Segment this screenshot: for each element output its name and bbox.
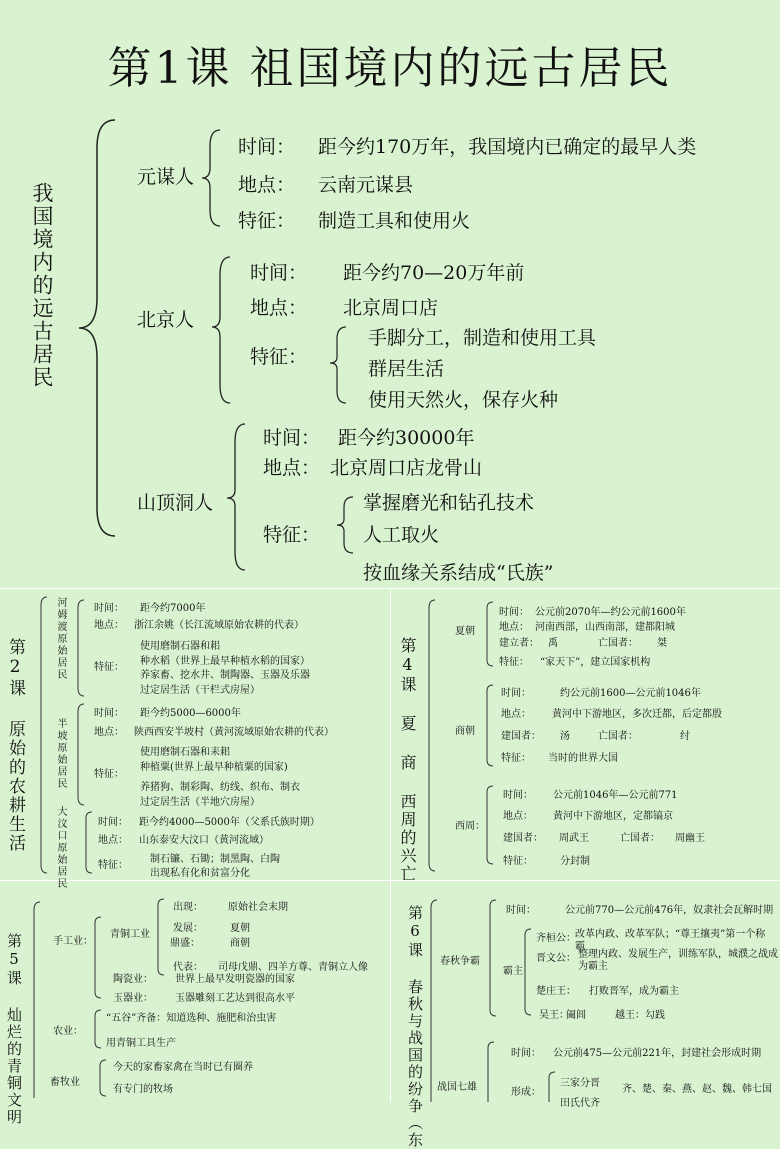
dawenkou-feature-1: 制石镰、石锄；制黑陶、白陶 — [150, 854, 280, 865]
beijing-feature-3: 使用天然火，保存火种 — [368, 389, 559, 411]
ceramic-key: 陶瓷业： — [113, 974, 153, 985]
agriculture-brace — [92, 1008, 104, 1050]
shanding-label: 山顶洞人 — [137, 492, 214, 514]
bronze-origin-key: 出现： — [173, 902, 203, 913]
agriculture-item-1: “五谷”齐备：知道选种、施肥和治虫害 — [106, 1013, 277, 1024]
shang-brace — [484, 683, 496, 768]
yuanmou-time-key: 时间： — [238, 136, 296, 158]
ceramic-value: 世界上最早发明瓷器的国家 — [175, 974, 295, 985]
chunqiu-time-value: 公元前770—公元前476年，奴隶社会瓦解时期 — [565, 905, 774, 916]
xizhou-loser-value: 周幽王 — [675, 833, 705, 844]
formation-item-2: 田氏代齐 — [560, 1098, 600, 1109]
dawenkou-brace — [82, 810, 96, 875]
xizhou-trait-key: 特征： — [503, 856, 533, 867]
shang-place-key: 地点： — [501, 709, 531, 720]
bronze-rep-key: 代表： — [173, 962, 203, 973]
huangong-value: 改革内政、改革军队；“尊王攘夷”第一个称霸 — [575, 929, 766, 952]
xizhou-label: 西周： — [455, 821, 485, 832]
xizhou-trait-value: 分封制 — [560, 856, 590, 867]
hemudu-time-value: 距今约7000年 — [140, 603, 206, 614]
shang-loser-value: 纣 — [680, 731, 690, 742]
lesson4-title: 第4课 夏 商 西周的兴亡 — [398, 637, 417, 883]
banpo-feature-1: 使用磨制石器和耒耜 — [140, 747, 230, 758]
shang-label: 商朝 — [455, 726, 475, 737]
banpo-feature-3: 养猪狗、制彩陶、纺线、织布、制衣 — [140, 782, 300, 793]
banpo-feature-key: 特征： — [94, 769, 124, 780]
husbandry-label: 畜牧业 — [50, 1077, 80, 1088]
jade-key: 玉器业： — [113, 993, 153, 1004]
yuanmou-brace — [200, 128, 225, 228]
bronze-label: 青铜工业 — [110, 929, 150, 940]
beijing-feature-key: 特征： — [250, 346, 308, 368]
hemudu-feature-key: 特征： — [94, 662, 124, 673]
shang-time-key: 时间： — [501, 688, 531, 699]
xizhou-founder-value: 周武王 — [559, 833, 589, 844]
zhanguo-time-value: 公元前475—公元前221年，封建社会形成时期 — [553, 1048, 762, 1059]
xia-time-value: 公元前2070年—约公元前1600年 — [535, 607, 686, 618]
banpo-place-value: 陕西西安半坡村（黄河流域原始农耕的代表） — [134, 727, 334, 738]
formation-item-1: 三家分晋 — [560, 1078, 600, 1089]
xia-time-key: 时间： — [499, 607, 529, 618]
zhanguo-brace — [485, 1040, 497, 1102]
xia-label: 夏朝 — [455, 626, 475, 637]
lesson4-brace — [425, 598, 439, 873]
lesson5-brace — [30, 900, 44, 1100]
zhuangwang-value: 打败晋军，成为霸主 — [589, 986, 679, 997]
xizhou-place-key: 地点： — [503, 811, 533, 822]
page-title: 第1课 祖国境内的远古居民 — [107, 43, 673, 94]
hegemon-brace — [522, 927, 534, 1017]
shang-founder-value: 汤 — [560, 731, 570, 742]
shanding-feature-2: 人工取火 — [363, 524, 440, 546]
hemudu-brace — [74, 598, 88, 698]
bronze-peak-value: 商朝 — [230, 938, 250, 949]
shanding-feature-3: 按血缘关系结成“氏族” — [363, 562, 554, 584]
shang-loser-key: 亡国者： — [598, 731, 638, 742]
handicraft-brace — [92, 915, 104, 1000]
shanding-time-value: 距今约30000年 — [338, 427, 475, 449]
wengong-key: 晋文公： — [536, 953, 576, 964]
shang-time-value: 约公元前1600—公元前1046年 — [560, 688, 701, 699]
huangong-key: 齐桓公： — [536, 933, 576, 944]
banpo-place-key: 地点： — [94, 727, 124, 738]
shanding-feature-key: 特征： — [263, 524, 321, 546]
shang-trait-value: 当时的世界大国 — [548, 753, 618, 764]
shanding-brace — [225, 422, 250, 572]
xia-trait-value: “家天下”，建立国家机构 — [540, 657, 651, 668]
yuanmou-feature-key: 特征： — [238, 210, 296, 232]
xia-loser-key: 亡国者： — [598, 638, 638, 649]
dawenkou-feature-key: 特征： — [98, 860, 128, 871]
bronze-peak-key: 鼎盛： — [170, 938, 200, 949]
hemudu-time-key: 时间： — [94, 603, 124, 614]
banpo-brace — [74, 702, 88, 807]
hemudu-label: 河姆渡原始居民 — [55, 597, 66, 681]
xizhou-founder-key: 建国者： — [503, 833, 543, 844]
xia-place-value: 河南西部，山西南部，建都阳城 — [535, 622, 675, 633]
beijing-place-value: 北京周口店 — [343, 297, 439, 319]
beijing-brace — [210, 255, 235, 405]
banpo-feature-2: 种植粟(世界上最早种植粟的国家) — [140, 762, 288, 773]
beijing-label: 北京人 — [137, 309, 195, 331]
hemudu-place-key: 地点： — [94, 620, 124, 631]
zhanguo-time-key: 时间： — [511, 1048, 541, 1059]
lesson5-title: 第5课 灿烂的青铜文明 — [5, 933, 23, 1126]
husbandry-item-1: 今天的家畜家禽在当时已有圈养 — [113, 1062, 253, 1073]
bronze-brace — [155, 897, 167, 977]
seven-states: 齐、楚、秦、燕、赵、魏、韩七国 — [622, 1084, 772, 1095]
banpo-time-value: 距今约5000—6000年 — [140, 708, 241, 719]
beijing-feature-1: 手脚分工，制造和使用工具 — [368, 327, 597, 349]
yuewang-key: 越王： — [615, 1010, 645, 1021]
shanding-place-value: 北京周口店龙骨山 — [330, 457, 483, 479]
shanding-feature-1: 掌握磨光和钻孔技术 — [363, 492, 535, 514]
xizhou-time-key: 时间： — [503, 790, 533, 801]
lesson6-brace — [427, 898, 441, 1102]
formation-brace — [546, 1070, 558, 1102]
hemudu-feature-2: 种水稻（世界上最早种植水稻的国家） — [140, 656, 310, 667]
yuanmou-feature-value: 制造工具和使用火 — [318, 210, 471, 232]
yuanmou-place-value: 云南元谋县 — [318, 174, 414, 196]
lesson6-title: 第6课 春秋与战国的纷争（东 — [406, 905, 424, 1149]
xizhou-place-value: 黄河中下游地区，定都镐京 — [553, 811, 673, 822]
yuanmou-time-value: 距今约170万年，我国境内已确定的最早人类 — [318, 136, 697, 158]
xizhou-time-value: 公元前1046年—公元前771 — [553, 790, 678, 801]
lesson2-title: 第2课 原始的农耕生活 — [5, 638, 25, 853]
beijing-feature-2: 群居生活 — [368, 358, 445, 380]
chunqiu-time-key: 时间： — [506, 905, 536, 916]
xia-loser-value: 桀 — [657, 638, 667, 649]
shang-founder-key: 建国者： — [501, 731, 541, 742]
xia-place-key: 地点： — [499, 622, 529, 633]
xizhou-brace — [484, 784, 496, 866]
lesson2-brace — [37, 595, 51, 875]
xia-trait-key: 特征： — [499, 657, 529, 668]
beijing-place-key: 地点： — [250, 297, 308, 319]
shang-place-value: 黄河中下游地区，多次迁都，后定都殷 — [552, 709, 722, 720]
shang-trait-key: 特征： — [501, 753, 531, 764]
wengong-value: 整理内政、发展生产，训练军队，城濮之战成为霸主 — [578, 949, 778, 972]
dawenkou-label: 大汶口原始居民 — [55, 806, 66, 890]
banpo-feature-4: 过定居生活（半地穴房屋） — [140, 797, 260, 808]
xia-founder-value: 禹 — [548, 638, 558, 649]
agriculture-item-2: 用青铜工具生产 — [106, 1038, 176, 1049]
dawenkou-time-value: 距今约4000—5000年（父系氏族时期） — [139, 817, 320, 828]
hemudu-place-value: 浙江余姚（长江流域原始农耕的代表） — [134, 620, 304, 631]
bronze-rep-value: 司母戊鼎、四羊方尊、青铜立人像 — [218, 962, 368, 973]
hegemon-label: 霸主 — [503, 966, 523, 977]
lesson1-root: 我国境内的远古居民 — [30, 182, 54, 389]
hemudu-feature-4: 过定居生活（干栏式房屋） — [140, 685, 260, 696]
dawenkou-place-value: 山东泰安大汶口（黄河流域） — [139, 835, 269, 846]
shanding-place-key: 地点： — [263, 457, 321, 479]
chunqiu-label: 春秋争霸 — [440, 956, 480, 967]
dawenkou-place-key: 地点： — [98, 835, 128, 846]
xia-brace — [484, 600, 496, 668]
husbandry-brace — [97, 1058, 109, 1098]
xizhou-loser-key: 亡国者： — [620, 833, 660, 844]
dawenkou-feature-2: 出现私有化和贫富分化 — [150, 868, 250, 879]
hemudu-feature-1: 使用磨制石器和耜 — [140, 641, 220, 652]
xia-founder-key: 建立者： — [499, 638, 539, 649]
jade-value: 玉器雕刻工艺达到很高水平 — [175, 993, 295, 1004]
root-brace — [75, 118, 120, 538]
divider-middle — [0, 880, 780, 881]
beijing-time-value: 距今约70—20万年前 — [343, 262, 525, 284]
dawenkou-time-key: 时间： — [98, 817, 128, 828]
wuwang-key: 吴王： — [539, 1010, 569, 1021]
yuewang-value: 勾践 — [645, 1010, 665, 1021]
bronze-origin-value: 原始社会末期 — [228, 902, 288, 913]
banpo-time-key: 时间： — [94, 708, 124, 719]
bronze-develop-key: 发展： — [173, 923, 203, 934]
formation-key: 形成： — [511, 1087, 541, 1098]
beijing-time-key: 时间： — [250, 262, 308, 284]
wuwang-value: 阖闾 — [566, 1010, 586, 1021]
shanding-time-key: 时间： — [263, 427, 321, 449]
hemudu-feature-3: 养家畜、挖水井、制陶器、玉器及乐器 — [140, 670, 310, 681]
beijing-feature-brace — [328, 325, 350, 405]
divider-center — [390, 588, 391, 1102]
yuanmou-label: 元谋人 — [137, 166, 195, 188]
zhuangwang-key: 楚庄王： — [536, 986, 576, 997]
chunqiu-brace — [487, 898, 499, 1018]
agriculture-label: 农业： — [53, 1026, 83, 1037]
bronze-develop-value: 夏朝 — [230, 923, 250, 934]
banpo-label: 半坡原始居民 — [55, 718, 66, 790]
handicraft-label: 手工业： — [53, 936, 93, 947]
shanding-feature-brace — [335, 495, 357, 555]
husbandry-item-2: 有专门的牧场 — [113, 1084, 173, 1095]
yuanmou-place-key: 地点： — [238, 174, 296, 196]
zhanguo-label: 战国七雄 — [437, 1082, 477, 1093]
